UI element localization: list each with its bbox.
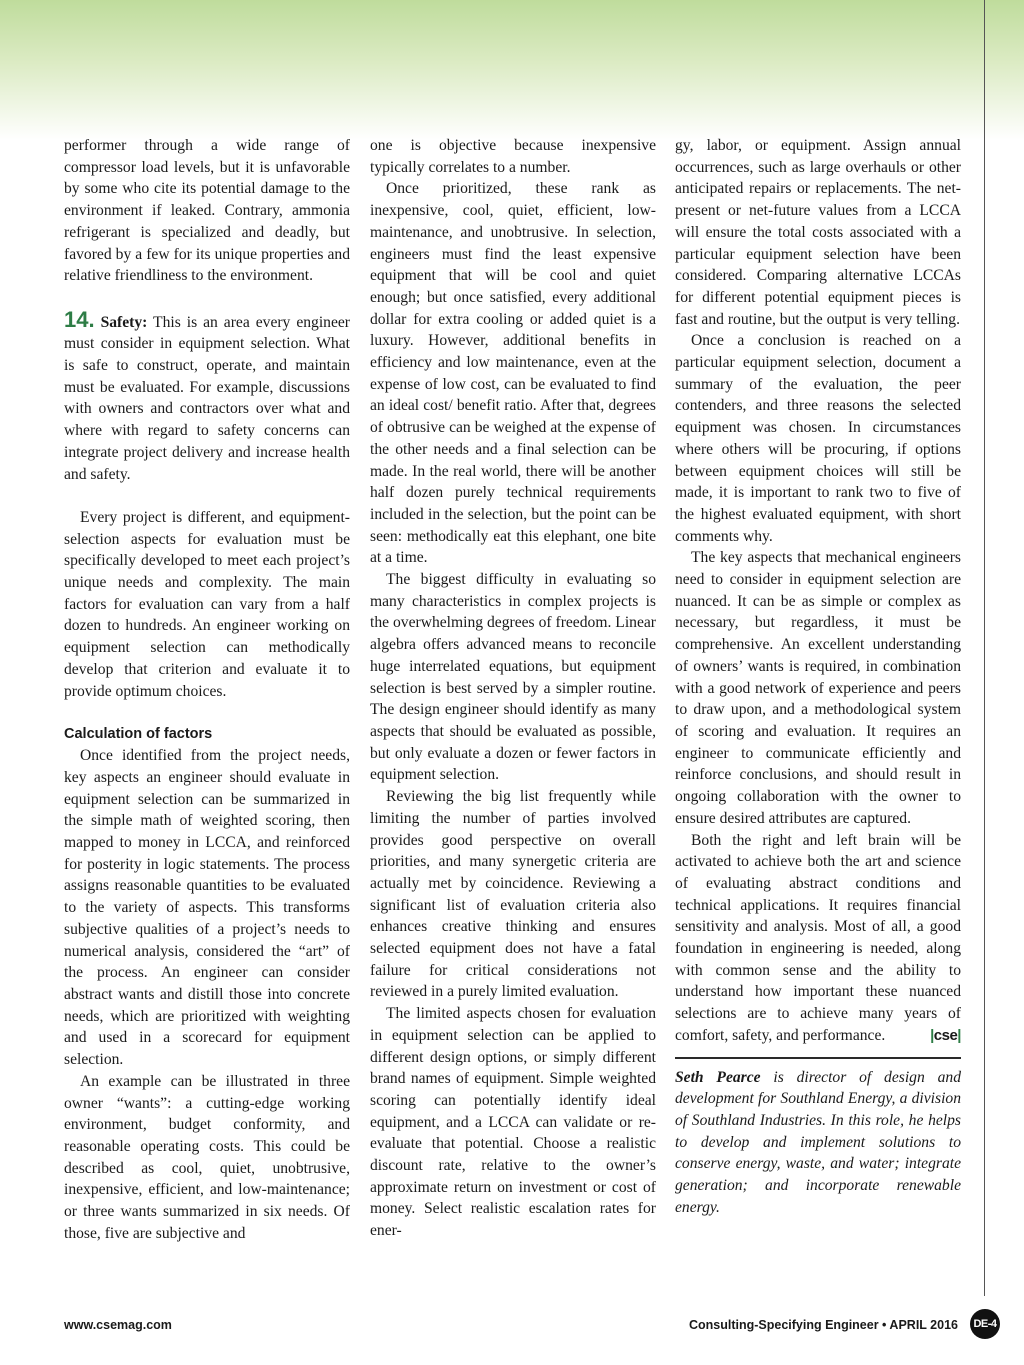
header-gradient-band [0, 0, 1024, 140]
author-bio-text: is director of design and development for Southland Energy, a division of Southland Industries. In this role, he helps to develop and implement solutions to conserve energy, waste, and water; integrate generation; and incorporate renewable energy. [675, 1068, 961, 1216]
paragraph: The biggest difficulty in evaluating so many characteristics in complex projects is the overwhelming degrees of freedom. Linear algebra offers advanced means to reconcile huge interrelated equations, but equipment selection is best served by a simpler routine. The design engineer should identify as many aspects that should be evaluated as possible, but only evaluate a dozen or fewer factors in equipment selection. [370, 571, 656, 784]
paragraph: Once prioritized, these rank as inexpensive, cool, quiet, efficient, low-maintenance, and unobtrusive. In selection, engineers must find the least expensive equipment that will be cool and quiet enough; but once satisfied, every additional dollar for extra cooling or added quiet is a luxury. However, additional benefits in efficiency and low maintenance, even at the expense of low cost, can be evaluated to find an ideal cost/ benefit ratio. After that, degrees of obtrusive can be weighed at the expense of the other needs and a final selection can be made. In the real world, there will be another half dozen purely technical requirements included in the selection, but the point can be seen: methodically eat this elephant, one bite at a time. [370, 180, 656, 567]
paragraph: An example can be illustrated in three owner “wants”: a cutting-edge working environment, budget conformity, and reasonable operating costs. This could be described as cool, quiet, unobtrusive, inexpensive, efficient, and low-maintenance; or three wants summarized in six needs. Of those, five are subjective and [64, 1072, 350, 1242]
section-heading: Calculation of factors [64, 726, 213, 743]
item-text: This is an area every engineer must consider in equipment selection. What is safe to construct, operate, and maintain must be evaluated. For example, discussions with owners and contractors over what and where with regard to safety concerns can integrate project delivery and increase health and safety. [64, 313, 351, 483]
paragraph: Every project is different, and equipment-selection aspects for evaluation must be specifically developed to meet each project’s unique needs and complexity. The main factors for evaluation can vary from a half dozen to hundreds. An engineer working on equipment selection can methodically develop that criterion and evaluate it to provide optimum choices. [64, 508, 350, 700]
paragraph: Once identified from the project needs, key aspects an engineer should evaluate in equipment selection can be summarized in the simple math of weighted scoring, then mapped to money in LCCA, and reinforced for posterity in logic statements. The process assigns reasonable quantities to be evaluated to the variety of aspects. This transforms subjective qualities of a project’s needs to numerical analysis, considered the “art” of the process. An engineer can consider abstract wants and distill those into concrete needs, which are prioritized with weighting and used in a scorecard for equipment selection. [64, 747, 350, 1069]
author-name: Seth Pearce [675, 1068, 761, 1086]
paragraph: performer through a wide range of compressor load levels, but it is unfavorable by some who cite its potential damage to the environment if leaked. Contrary, ammonia refrigerant is specialized and deadly, but favored by a few for its unique properties and relative friendliness to the environment. [64, 137, 350, 285]
paragraph: gy, labor, or equipment. Assign annual occurrences, such as large overhauls or other anticipated repairs or replacements. The net-present or net-future values from a LCCA will ensure the total costs associated with a particular equipment selection have been considered. Comparing alternative LCCAs for different potential equipment pieces is fast and routine, but the output is very telling. [675, 137, 961, 328]
paragraph: The limited aspects chosen for evaluation in equipment selection can be applied to different design options, or simply different brand names of equipment. Simple weighted scoring can potentially identify ideal equipment, and a LCCA can validate or re-evaluate that potential. Choose a realistic discount rate, relative to the owner’s approximate return on investment or cost of money. Select realistic escalation rates for ener- [370, 1005, 656, 1240]
footer-url: www.csemag.com [64, 1318, 172, 1332]
paragraph: Once a conclusion is reached on a particular equipment selection, document a summary of the evaluation, the peer contenders, and three reasons the selected equipment was chosen. In circumstances where others will be procuring, if options between equipment choices will still be made, it is important to rank two to five of the highest evaluated equipment, with short comments why. [675, 332, 961, 545]
author-bio [675, 1067, 961, 1219]
paragraph: one is objective because inexpensive typically correlates to a number. [370, 137, 656, 176]
bio-divider [675, 1057, 961, 1059]
item-term: Safety: [100, 313, 148, 331]
page-number-badge: DE-4 [970, 1309, 1000, 1339]
paragraph [675, 830, 961, 1047]
paragraph: The key aspects that mechanical engineers need to consider in equipment selection are nuanced. It can be as simple or complex as necessary, but regardless, it must be comprehensive. An excellent understanding of owners’ wants is required, in combination with a good network of experience and peers to draw upon, and a methodological system of scoring and evaluation. It requires an engineer to communicate efficiently and reinforce conclusions, and should result in ongoing collaboration with the owner to ensure desired attributes are captured. [675, 549, 961, 827]
column-2 [370, 135, 656, 1242]
right-margin-rule [984, 0, 985, 1296]
cse-end-mark-text: cse [933, 1026, 958, 1044]
footer-publication: Consulting-Specifying Engineer • APRIL 2016 [688, 1318, 958, 1332]
column-1 [64, 135, 350, 1244]
numbered-item-14 [64, 306, 351, 486]
cse-end-mark-logo: |cse| [930, 1026, 961, 1044]
item-number: 14. [64, 306, 95, 332]
paragraph: Reviewing the big list frequently while limiting the number of parties involved provides good perspective on overall priorities, and many synergetic criteria are actually met by coincidence. Reviewing a significant list of evaluation criteria also enhances creative thinking and ensures selected equipment does not have a fatal failure for critical considerations not reviewed in a purely limited evaluation. [370, 788, 656, 1001]
paragraph-text: Both the right and left brain will be activated to achieve both the art and science of evaluating abstract conditions and technical applications. It requires financial sensitivity and analysis. Most of all, a good foundation in engineering is needed, along with common sense and the ability to understand how important these nuanced selections are to achieve many years of comfort, safety, and performance. [675, 831, 961, 1044]
column-3 [675, 135, 961, 1218]
